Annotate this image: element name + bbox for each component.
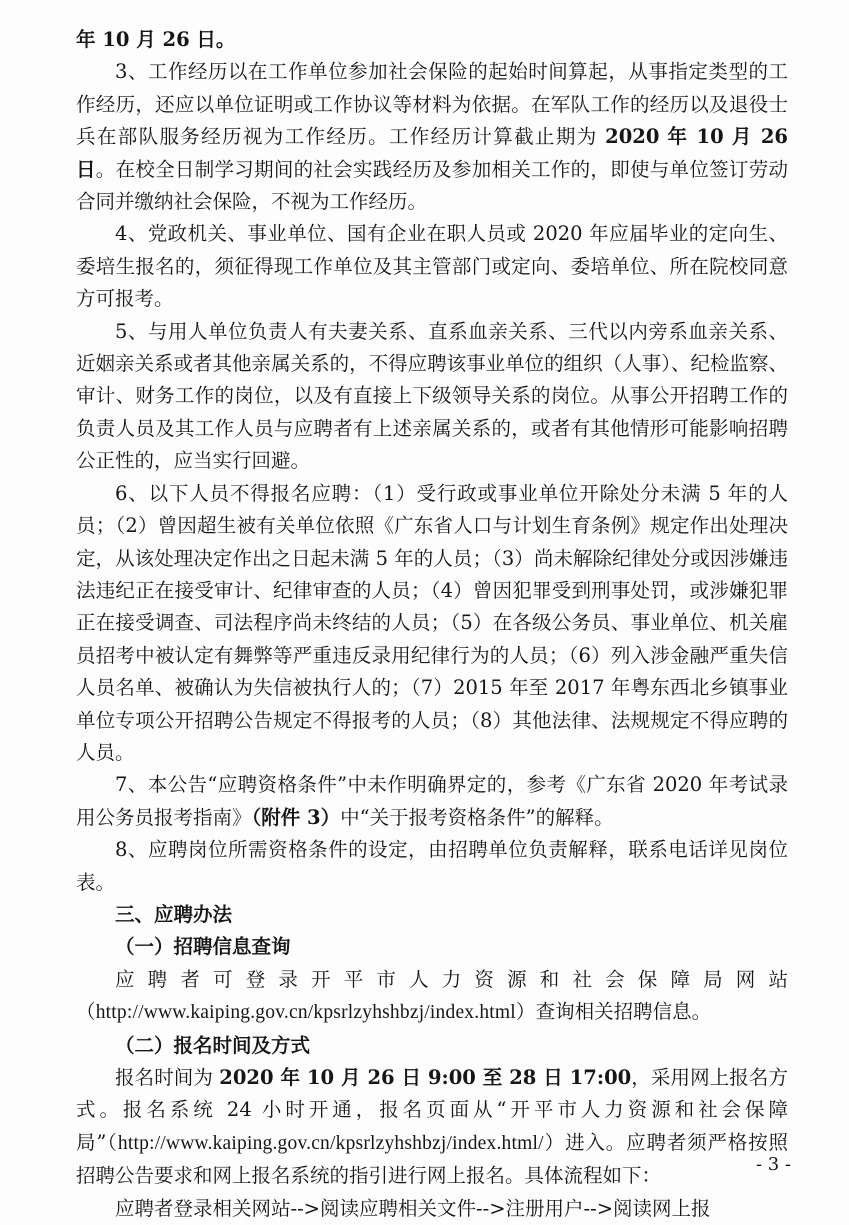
paragraph-work-experience <box>76 56 788 218</box>
paragraph-ineligible: 6、以下人员不得报名应聘：（1）受行政或事业单位开除处分未满 5 年的人员；（2）曾因超生被有关单位依照《广东省人口与计划生育条例》规定作出处理决定，从该处理决定作出之日起未满 5 年的人员；（3）尚未解除纪律处分或因涉嫌违法违纪正在接受审计、纪律审查的人员；（4）曾因犯罪受到刑事处罚，或涉嫌犯罪正在接受调查、司法程序尚未终结的人员；（5）在各级公务员、事业单位、机关雇员招考中被认定有舞弊等严重违反录用纪律行为的人员；（6）列入涉金融严重失信人员名单、被确认为失信被执行人的；（7）2015 年至 2017 年粤东西北乡镇事业单位专项公开招聘公告规定不得报考的人员；（8）其他法律、法规规定不得应聘的人员。 <box>76 481 788 764</box>
paragraph-info-query <box>76 964 788 1030</box>
paragraph-reference-guide <box>76 769 788 834</box>
paragraph-avoidance: 5、与用人单位负责人有夫妻关系、直系血亲关系、三代以内旁系血亲关系、近姻亲关系或者其他亲属关系的，不得应聘该事业单位的组织（人事）、纪检监察、审计、财务工作的岗位，以及有直接上下级领导关系的岗位。从事公开招聘工作的负责人员及其工作人员与应聘者有上述亲属关系的，或者有其他情形可能影响招聘公正性的，应当实行回避。 <box>76 319 788 473</box>
paragraph-interpretation: 8、应聘岗位所需资格条件的设定，由招聘单位负责解释，联系电话详见岗位表。 <box>76 838 788 894</box>
date-text: 年 10 月 26 日。 <box>76 28 236 51</box>
paragraph-text: 报名时间为 <box>115 1066 220 1089</box>
paragraph-text: 进入。应聘者须严格按照招聘公告要求和网上报名系统的指引进行网上报名。具体流程如下： <box>76 1130 788 1188</box>
subsection-heading-registration: （二）报名时间及方式 <box>115 1033 311 1057</box>
paragraph-text: 7、本公告“应聘资格条件”中未作明确界定的，参考《广东省 2020 年考试录用公务员报考指南》 <box>76 773 788 829</box>
paragraph-text: 3、工作经历以在工作单位参加社会保险的起始时间算起，从事指定类型的工作经历，还应以单位证明或工作协议等材料为依据。在军队工作的经历以及退役士兵在部队服务经历视为工作经历。工作经历计算截止期为 <box>76 60 788 149</box>
paragraph-continuation <box>76 24 788 56</box>
paragraph-text: 查询相关招聘信息。 <box>535 1000 712 1024</box>
paragraph-text: 应聘者可登录开平市人力资源和社会保障局网站 <box>115 967 788 991</box>
registration-period: 2020 年 10 月 26 日 9:00 至 28 日 17:00 <box>219 1066 632 1089</box>
paragraph-process: 应聘者登录相关网站-->阅读应聘相关文件-->注册用户-->阅读网上报 <box>115 1196 711 1220</box>
paragraph-registration <box>76 1062 788 1193</box>
section-heading-application: 三、应聘办法 <box>115 902 233 926</box>
attachment-ref: （附件 3） <box>251 805 341 829</box>
paragraph-text: ，采用网上报名方式。报名系统 24 小时开通，报名页面从“开平市人力资源和社会保障局” <box>76 1066 788 1154</box>
subsection-heading-info: （一）招聘信息查询 <box>115 935 291 959</box>
website-url: （http://www.kaiping.gov.cn/kpsrlzyhshbzj/index.html/） <box>106 1132 566 1154</box>
website-url: （http://www.kaiping.gov.cn/kpsrlzyhshbzj/index.html） <box>76 1002 536 1024</box>
paragraph-employer-consent: 4、党政机关、事业单位、国有企业在职人员或 2020 年应届毕业的定向生、委培生报名的，须征得现工作单位及其主管部门或定向、委培单位、所在院校同意方可报考。 <box>76 222 788 311</box>
paragraph-text: 。在校全日制学习期间的社会实践经历及参加相关工作的，即使与单位签订劳动合同并缴纳社会保险，不视为工作经历。 <box>76 157 788 214</box>
document-body <box>76 24 788 1225</box>
page-number: - 3 - <box>755 1154 791 1175</box>
deadline-date: 2020 年 10 月 26 日 <box>76 125 788 181</box>
paragraph-text: 中“关于报考资格条件”的解释。 <box>340 805 614 829</box>
